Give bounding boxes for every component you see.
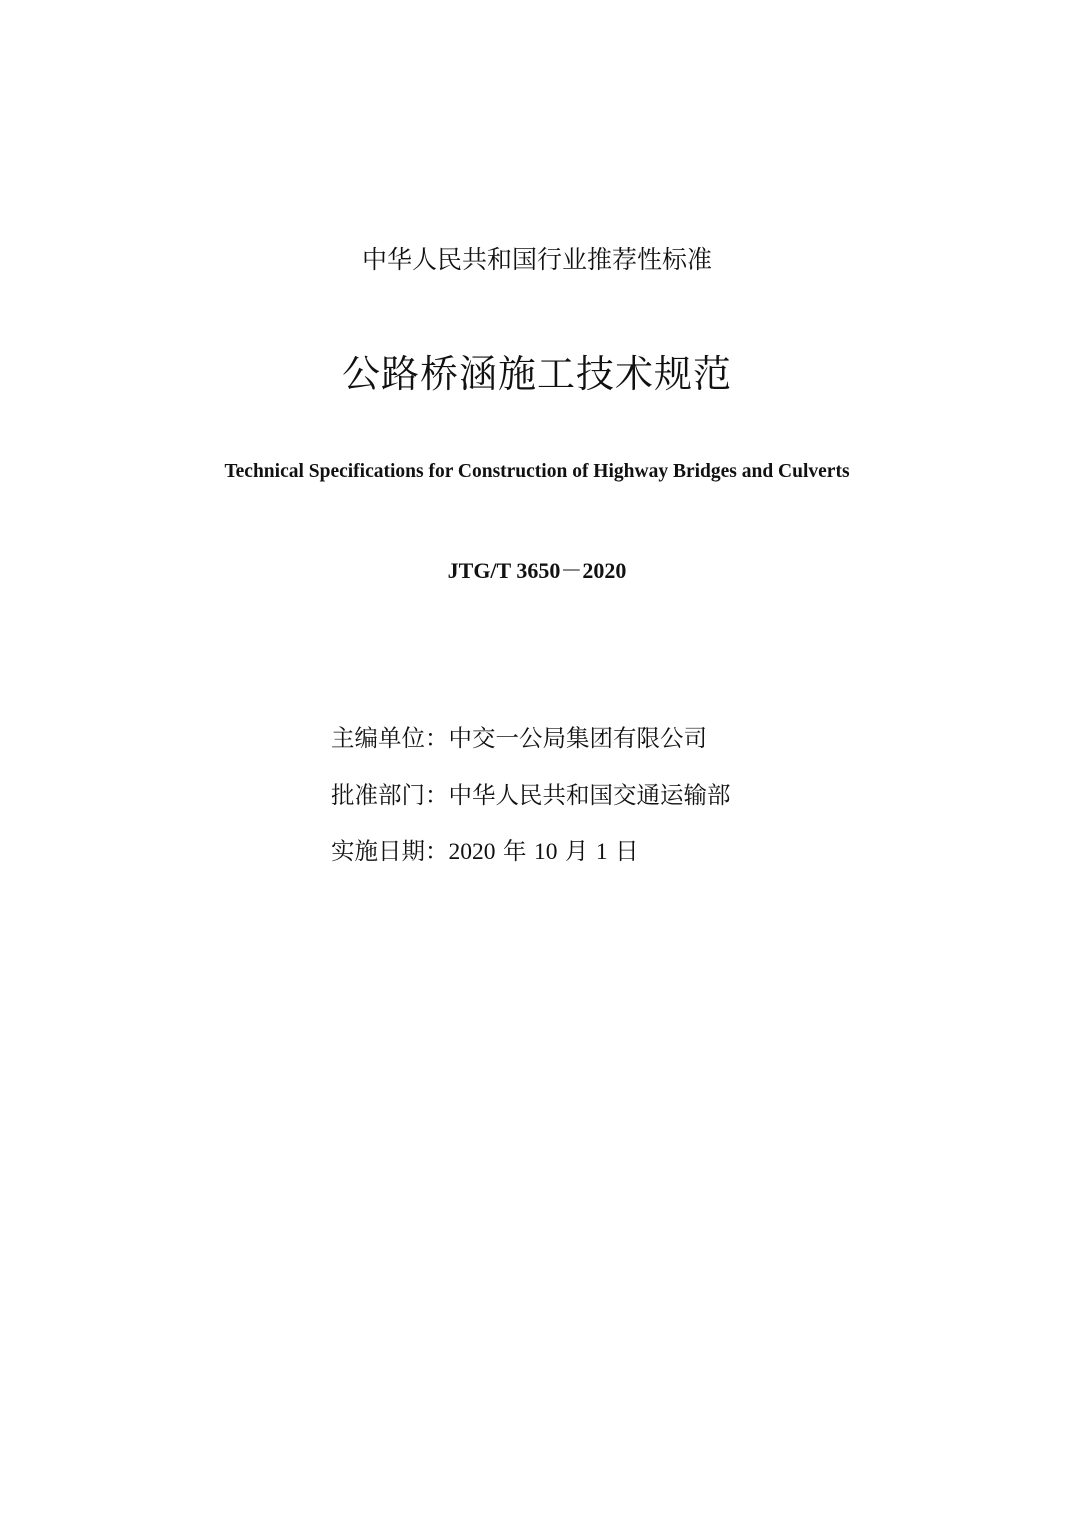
effective-date-day: 1 xyxy=(595,839,608,865)
editor-label: 主编单位： xyxy=(331,724,449,752)
editor-value: 中交一公局集团有限公司 xyxy=(448,724,707,752)
effective-date-year: 2020 xyxy=(448,839,496,865)
effective-date-row xyxy=(331,835,639,868)
approver-value: 中华人民共和国交通运输部 xyxy=(448,781,731,809)
standard-code xyxy=(0,556,1074,587)
effective-date-label: 实施日期： xyxy=(331,837,449,865)
standard-code-year: 2020 xyxy=(582,558,627,583)
approver-row xyxy=(331,779,731,812)
document-title-chinese: 公路桥涵施工技术规范 xyxy=(341,352,732,396)
editor-row xyxy=(331,722,707,755)
effective-date-day-unit: 日 xyxy=(607,837,639,865)
effective-date-year-unit: 年 xyxy=(495,837,534,865)
standard-category: 中华人民共和国行业推荐性标准 xyxy=(361,245,712,274)
effective-date-month: 10 xyxy=(533,839,558,865)
document-title-english: Technical Specifications for Construction of Highway Bridges and Culverts xyxy=(224,461,850,482)
standard-code-prefix: JTG/T 3650 xyxy=(447,558,561,583)
effective-date-month-unit: 月 xyxy=(557,837,596,865)
approver-label: 批准部门： xyxy=(331,781,449,809)
standard-code-dash: － xyxy=(560,559,583,584)
